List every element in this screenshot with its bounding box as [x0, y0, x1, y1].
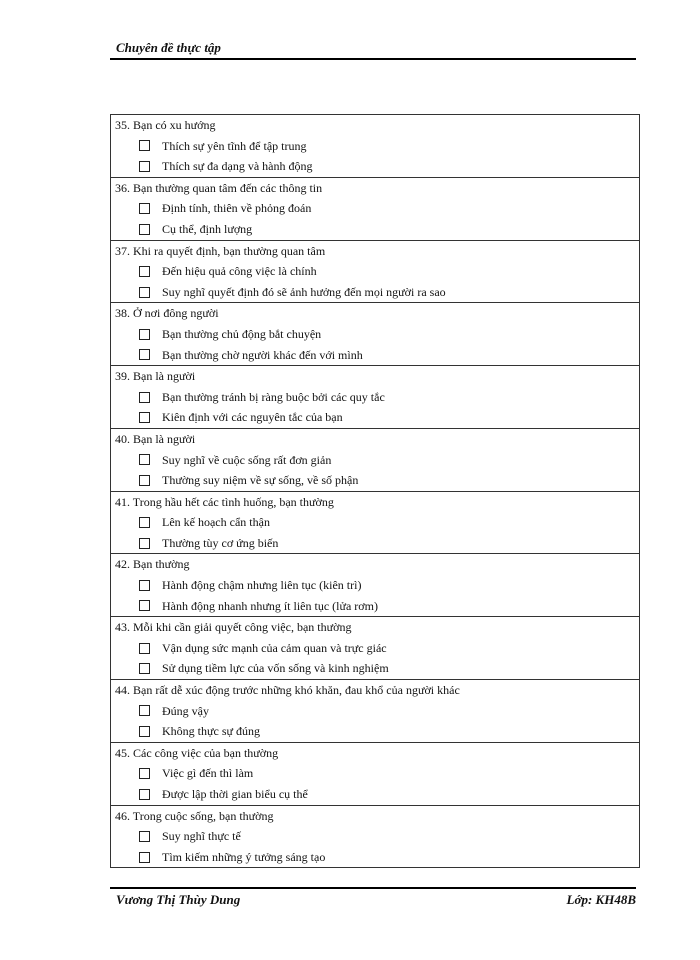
- answer-option-label: Định tính, thiên về phỏng đoán: [162, 201, 312, 216]
- question-block: [111, 240, 639, 303]
- checkbox-icon[interactable]: [139, 412, 150, 423]
- question-text: 43. Mỗi khi cần giải quyết công việc, bạn thường: [115, 620, 352, 635]
- checkbox-icon[interactable]: [139, 140, 150, 151]
- checkbox-icon[interactable]: [139, 287, 150, 298]
- answer-option: [111, 345, 639, 366]
- footer-class-label: Lớp: KH48B: [566, 892, 636, 907]
- questionnaire-table: [110, 114, 640, 868]
- answer-option: [111, 219, 639, 240]
- question-text: 36. Bạn thường quan tâm đến các thông tin: [115, 180, 323, 195]
- checkbox-icon[interactable]: [139, 224, 150, 235]
- answer-option: [111, 596, 639, 617]
- answer-option: [111, 575, 639, 596]
- checkbox-icon[interactable]: [139, 663, 150, 674]
- checkbox-icon[interactable]: [139, 329, 150, 340]
- answer-option: [111, 470, 639, 491]
- question-block: [111, 302, 639, 365]
- footer-author-name: Vương Thị Thùy Dung: [116, 892, 241, 907]
- answer-option-label: Không thực sự đúng: [162, 724, 261, 739]
- answer-option-label: Kiên định với các nguyên tắc của bạn: [162, 410, 343, 425]
- checkbox-icon[interactable]: [139, 203, 150, 214]
- answer-option-label: Đến hiệu quả công việc là chính: [162, 264, 317, 279]
- question-text: 35. Bạn có xu hướng: [115, 118, 216, 132]
- question-text: 39. Bạn là người: [115, 369, 196, 384]
- answer-option-label: Đúng vậy: [162, 703, 209, 718]
- answer-option-label: Thích sự yên tĩnh để tập trung: [162, 138, 307, 153]
- question-block: [111, 115, 639, 177]
- answer-option: [111, 533, 639, 554]
- question-text: 37. Khi ra quyết định, bạn thường quan tâm: [115, 243, 326, 258]
- answer-option: [111, 387, 639, 408]
- question-block: [111, 428, 639, 491]
- checkbox-icon[interactable]: [139, 517, 150, 528]
- answer-option-label: Cụ thể, định lượng: [162, 221, 253, 236]
- answer-option: [111, 156, 639, 177]
- answer-option: [111, 261, 639, 282]
- answer-option: [111, 763, 639, 784]
- checkbox-icon[interactable]: [139, 161, 150, 172]
- checkbox-icon[interactable]: [139, 580, 150, 591]
- checkbox-icon[interactable]: [139, 852, 150, 863]
- answer-option-label: Thường suy niệm về sự sống, về số phận: [162, 473, 359, 488]
- checkbox-icon[interactable]: [139, 600, 150, 611]
- answer-option-label: Sử dụng tiềm lực của vốn sống và kinh nghiệm: [162, 661, 389, 676]
- checkbox-icon[interactable]: [139, 768, 150, 779]
- question-text: 38. Ở nơi đông người: [115, 306, 219, 321]
- checkbox-icon[interactable]: [139, 392, 150, 403]
- answer-option: [111, 407, 639, 428]
- question-text: 42. Bạn thường: [115, 557, 190, 572]
- checkbox-icon[interactable]: [139, 454, 150, 465]
- question-block: [111, 742, 639, 805]
- answer-option-label: Vận dụng sức mạnh của cảm quan và trực giác: [162, 640, 387, 655]
- checkbox-icon[interactable]: [139, 789, 150, 800]
- answer-option: [111, 198, 639, 219]
- question-block: [111, 616, 639, 679]
- page-header-title: Chuyên đề thực tập: [116, 40, 221, 55]
- answer-option: [111, 638, 639, 659]
- checkbox-icon[interactable]: [139, 705, 150, 716]
- answer-option-label: Suy nghĩ về cuộc sống rất đơn giản: [162, 452, 332, 467]
- question-block: [111, 365, 639, 428]
- answer-option: [111, 701, 639, 722]
- answer-option: [111, 324, 639, 345]
- answer-option-label: Bạn thường chủ động bắt chuyện: [162, 326, 322, 341]
- answer-option-label: Thường tùy cơ ứng biến: [162, 535, 279, 550]
- answer-option-label: Tìm kiếm những ý tưởng sáng tạo: [162, 849, 326, 864]
- answer-option-label: Hành động chậm nhưng liên tục (kiên trì): [162, 578, 362, 593]
- checkbox-icon[interactable]: [139, 643, 150, 654]
- checkbox-icon[interactable]: [139, 475, 150, 486]
- answer-option: [111, 282, 639, 303]
- question-text: 46. Trong cuộc sống, bạn thường: [115, 808, 274, 823]
- checkbox-icon[interactable]: [139, 831, 150, 842]
- checkbox-icon[interactable]: [139, 266, 150, 277]
- answer-option: [111, 136, 639, 157]
- question-text: 41. Trong hầu hết các tình huống, bạn thường: [115, 494, 334, 509]
- answer-option: [111, 784, 639, 805]
- answer-option-label: Hành động nhanh nhưng ít liên tục (lửa rơm): [162, 598, 378, 613]
- answer-option-label: Lên kế hoạch cẩn thận: [162, 515, 270, 530]
- footer-divider: [110, 887, 636, 889]
- checkbox-icon[interactable]: [139, 726, 150, 737]
- answer-option-label: Suy nghĩ quyết định đó sẽ ảnh hưởng đến mọi người ra sao: [162, 284, 446, 299]
- question-block: [111, 177, 639, 240]
- answer-option-label: Việc gì đến thì làm: [162, 766, 254, 781]
- question-block: [111, 679, 639, 742]
- checkbox-icon[interactable]: [139, 349, 150, 360]
- answer-option: [111, 826, 639, 847]
- answer-option-label: Suy nghĩ thực tế: [162, 829, 241, 844]
- checkbox-icon[interactable]: [139, 538, 150, 549]
- question-text: 44. Bạn rất dễ xúc động trước những khó khăn, đau khổ của người khác: [115, 683, 460, 698]
- answer-option: [111, 658, 639, 679]
- answer-option-label: Thích sự đa dạng và hành động: [162, 159, 313, 174]
- question-block: [111, 553, 639, 616]
- question-block: [111, 491, 639, 554]
- answer-option-label: Được lập thời gian biểu cụ thể: [162, 787, 308, 801]
- answer-option: [111, 721, 639, 742]
- answer-option: [111, 450, 639, 471]
- question-text: 45. Các công việc của bạn thường: [115, 745, 279, 760]
- answer-option: [111, 847, 639, 868]
- answer-option-label: Bạn thường chờ người khác đến với mình: [162, 347, 363, 362]
- question-block: [111, 805, 639, 868]
- answer-option: [111, 512, 639, 533]
- header-divider: [110, 58, 636, 60]
- answer-option-label: Bạn thường tránh bị ràng buộc bởi các quy tắc: [162, 389, 385, 404]
- question-text: 40. Bạn là người: [115, 431, 196, 446]
